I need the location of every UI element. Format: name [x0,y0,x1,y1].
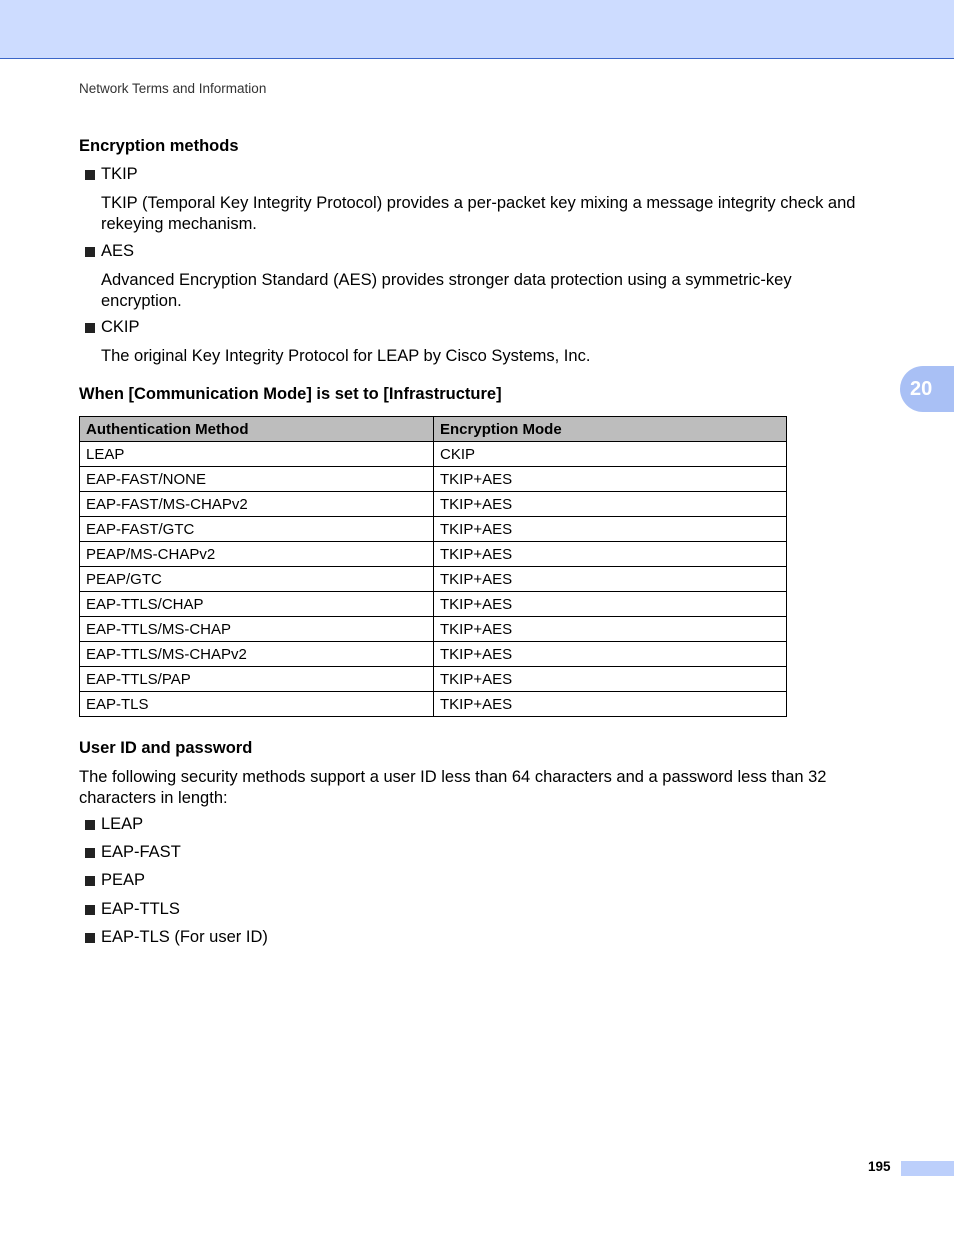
page-number: 195 [868,1159,891,1174]
encryption-mode-cell: TKIP+AES [434,692,787,717]
bullet-eap-ttls [85,900,180,919]
top-header-band [0,0,954,59]
bullet-label: PEAP [101,871,146,889]
encryption-mode-cell: TKIP+AES [434,642,787,667]
encryption-mode-cell: TKIP+AES [434,542,787,567]
table-row [80,642,787,667]
square-bullet-icon [85,905,95,915]
encryption-mode-cell: TKIP+AES [434,667,787,692]
bullet-eap-tls [85,928,268,947]
auth-method-cell: EAP-TLS [80,692,434,717]
auth-method-cell: PEAP/GTC [80,567,434,592]
aes-description: Advanced Encryption Standard (AES) provides stronger data protection using a symmetric-key encryption. [101,271,792,310]
square-bullet-icon [85,848,95,858]
table-row [80,592,787,617]
table-row [80,467,787,492]
encryption-mode-cell: TKIP+AES [434,467,787,492]
auth-method-cell: PEAP/MS-CHAPv2 [80,542,434,567]
table-row [80,517,787,542]
bullet-ckip [85,318,140,337]
square-bullet-icon [85,876,95,886]
table-row [80,692,787,717]
encryption-mode-cell: TKIP+AES [434,517,787,542]
bullet-label: EAP-TTLS [101,900,180,918]
userid-intro: The following security methods support a user ID less than 64 characters and a password less than 32 characters in length: [79,768,827,807]
encryption-mode-cell: TKIP+AES [434,592,787,617]
bullet-label: EAP-FAST [101,843,181,861]
table-row [80,667,787,692]
table-row [80,492,787,517]
column-header: Encryption Mode [434,417,787,442]
chapter-tab [900,366,954,412]
auth-encryption-table [79,416,787,717]
encryption-mode-cell: TKIP+AES [434,617,787,642]
ckip-description: The original Key Integrity Protocol for LEAP by Cisco Systems, Inc. [101,347,591,365]
table-row [80,542,787,567]
auth-method-cell: EAP-TTLS/MS-CHAPv2 [80,642,434,667]
square-bullet-icon [85,170,95,180]
auth-method-cell: EAP-TTLS/PAP [80,667,434,692]
encryption-methods-heading: Encryption methods [79,137,239,155]
bullet-aes [85,242,134,261]
bullet-peap [85,871,145,890]
square-bullet-icon [85,323,95,333]
auth-method-cell: EAP-TTLS/CHAP [80,592,434,617]
square-bullet-icon [85,247,95,257]
tkip-description: TKIP (Temporal Key Integrity Protocol) provides a per-packet key mixing a message integrity check and rekeying mechanism. [101,194,856,233]
auth-method-cell: EAP-FAST/NONE [80,467,434,492]
infrastructure-heading: When [Communication Mode] is set to [Infrastructure] [79,385,502,403]
auth-method-cell: EAP-FAST/GTC [80,517,434,542]
chapter-number: 20 [910,377,933,400]
table-header-row [80,417,787,442]
auth-method-cell: EAP-TTLS/MS-CHAP [80,617,434,642]
page-number-bar [901,1161,954,1176]
bullet-tkip [85,165,138,184]
running-header: Network Terms and Information [79,81,267,96]
bullet-label: LEAP [101,815,144,833]
auth-method-cell: LEAP [80,442,434,467]
column-header: Authentication Method [80,417,434,442]
table-row [80,567,787,592]
square-bullet-icon [85,820,95,830]
encryption-mode-cell: TKIP+AES [434,567,787,592]
auth-method-cell: EAP-FAST/MS-CHAPv2 [80,492,434,517]
bullet-label: TKIP [101,165,138,183]
table-row [80,442,787,467]
bullet-leap [85,815,143,834]
square-bullet-icon [85,933,95,943]
bullet-label: CKIP [101,318,140,336]
table-row [80,617,787,642]
encryption-mode-cell: TKIP+AES [434,492,787,517]
encryption-mode-cell: CKIP [434,442,787,467]
bullet-label: EAP-TLS (For user ID) [101,928,268,946]
bullet-label: AES [101,242,135,260]
bullet-eap-fast [85,843,181,862]
userid-heading: User ID and password [79,739,253,757]
